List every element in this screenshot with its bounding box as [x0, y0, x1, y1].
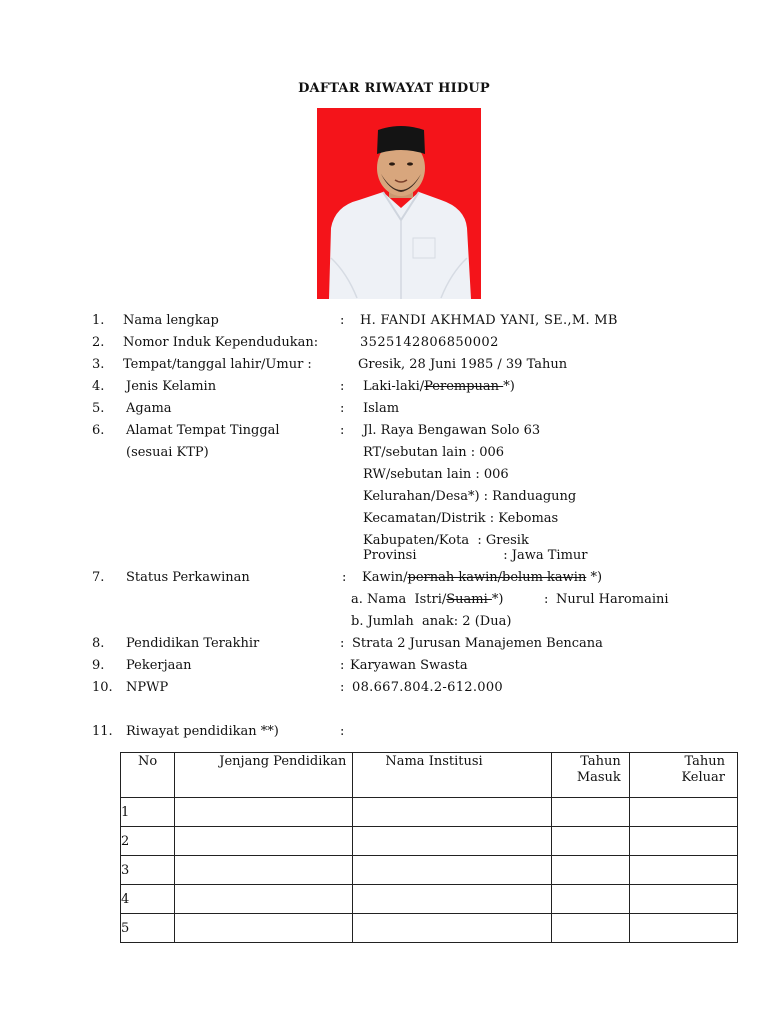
- field-colon-9: :: [340, 658, 345, 673]
- header-year-out: [629, 753, 737, 798]
- header-year-out-line2: Keluar: [681, 770, 725, 785]
- table-row: [121, 885, 738, 914]
- cell-year-in: [551, 827, 629, 856]
- table-row: [121, 798, 738, 827]
- field-label-npwp: NPWP: [126, 680, 169, 695]
- cell-year-out: [629, 856, 737, 885]
- header-year-in: [551, 753, 629, 798]
- row-number: 3: [121, 856, 175, 885]
- row-number: 2: [121, 827, 175, 856]
- header-year-out-line1: Tahun: [684, 754, 725, 769]
- field-num-5: 5.: [92, 401, 105, 416]
- field-colon-4: :: [340, 379, 345, 394]
- field-value-address-kecamatan: Kecamatan/Distrik : Kebomas: [363, 511, 559, 526]
- row-number: 5: [121, 914, 175, 943]
- table-header-row: [121, 753, 738, 798]
- cell-institution: [353, 885, 551, 914]
- header-no: No: [121, 753, 175, 798]
- field-value-gender: [363, 379, 515, 395]
- field-colon-7: :: [342, 570, 347, 585]
- field-value-full-name: H. FANDI AKHMAD YANI, SE.,M. MB: [360, 313, 618, 328]
- field-label-address-note: (sesuai KTP): [126, 445, 209, 460]
- table-row: [121, 827, 738, 856]
- field-label-education-history: Riwayat pendidikan **): [126, 724, 279, 739]
- spouse-name: Nurul Haromaini: [556, 592, 669, 607]
- spouse-colon: :: [544, 592, 549, 607]
- field-num-3: 3.: [92, 357, 105, 372]
- field-value-address-kabupaten: Kabupaten/Kota : Gresik: [363, 533, 529, 548]
- cell-institution: [353, 914, 551, 943]
- table-row: [121, 914, 738, 943]
- field-num-9: 9.: [92, 658, 105, 673]
- cell-level: [175, 856, 353, 885]
- gender-selected: Laki-laki/: [363, 379, 425, 394]
- marital-struck: pernah kawin/belum kawin: [407, 570, 587, 585]
- spouse-struck: Suami: [446, 592, 492, 607]
- field-num-11: 11.: [92, 724, 113, 739]
- header-institution: Nama Institusi: [353, 753, 551, 798]
- marital-selected: Kawin/: [362, 570, 408, 585]
- portrait-figure: [317, 108, 481, 299]
- field-value-children: b. Jumlah anak: 2 (Dua): [351, 614, 512, 629]
- field-label-nik: Nomor Induk Kependudukan:: [123, 335, 319, 350]
- field-num-1: 1.: [92, 313, 105, 328]
- cell-level: [175, 798, 353, 827]
- field-value-birth: Gresik, 28 Juni 1985 / 39 Tahun: [358, 357, 568, 372]
- cell-level: [175, 885, 353, 914]
- header-year-in-line2: Masuk: [576, 770, 621, 785]
- cell-institution: [353, 798, 551, 827]
- education-history-table: [120, 752, 738, 943]
- field-value-address-rt: RT/sebutan lain : 006: [363, 445, 505, 460]
- field-label-occupation: Pekerjaan: [126, 658, 192, 673]
- cell-level: [175, 914, 353, 943]
- cell-year-out: [629, 885, 737, 914]
- field-value-religion: Islam: [363, 401, 400, 416]
- cell-institution: [353, 856, 551, 885]
- field-value-address-rw: RW/sebutan lain : 006: [363, 467, 509, 482]
- field-value-address-street: Jl. Raya Bengawan Solo 63: [363, 423, 541, 438]
- cell-year-out: [629, 798, 737, 827]
- document-title: DAFTAR RIWAYAT HIDUP: [298, 81, 490, 96]
- field-colon-5: :: [340, 401, 345, 416]
- field-colon-11: :: [340, 724, 345, 739]
- field-value-address-provinsi: Provinsi : Jawa Timur: [363, 548, 588, 563]
- profile-photo: [317, 108, 481, 299]
- cell-level: [175, 827, 353, 856]
- cell-year-in: [551, 798, 629, 827]
- gender-note: *): [503, 379, 515, 394]
- field-label-education: Pendidikan Terakhir: [126, 636, 260, 651]
- cell-year-in: [551, 885, 629, 914]
- field-label-religion: Agama: [126, 401, 172, 416]
- cell-year-out: [629, 827, 737, 856]
- marital-note: *): [586, 570, 603, 585]
- cell-year-in: [551, 856, 629, 885]
- field-num-2: 2.: [92, 335, 105, 350]
- cell-institution: [353, 827, 551, 856]
- field-label-birth: Tempat/tanggal lahir/Umur :: [123, 357, 312, 372]
- field-num-7: 7.: [92, 570, 105, 585]
- field-value-address-kelurahan: Kelurahan/Desa*) : Randuagung: [363, 489, 577, 504]
- field-label-gender: Jenis Kelamin: [126, 379, 217, 394]
- field-value-marital: [362, 570, 602, 586]
- field-label-marital: Status Perkawinan: [126, 570, 250, 585]
- spouse-label: a. Nama Istri/: [351, 592, 447, 607]
- field-value-nik: 3525142806850002: [360, 335, 499, 350]
- header-year-in-line1: Tahun: [580, 754, 621, 769]
- field-num-8: 8.: [92, 636, 105, 651]
- field-colon-6: :: [340, 423, 345, 438]
- field-value-spouse: [351, 592, 504, 608]
- field-num-6: 6.: [92, 423, 105, 438]
- field-label-full-name: Nama lengkap: [123, 313, 219, 328]
- cell-year-in: [551, 914, 629, 943]
- field-label-address: Alamat Tempat Tinggal: [126, 423, 280, 438]
- table-row: [121, 856, 738, 885]
- field-value-occupation: Karyawan Swasta: [350, 658, 468, 673]
- field-colon-10: :: [340, 680, 345, 695]
- field-colon-8: :: [340, 636, 345, 651]
- header-level: Jenjang Pendidikan: [175, 753, 353, 798]
- row-number: 1: [121, 798, 175, 827]
- row-number: 4: [121, 885, 175, 914]
- field-value-education: Strata 2 Jurusan Manajemen Bencana: [352, 636, 603, 651]
- field-value-npwp: 08.667.804.2-612.000: [352, 680, 503, 695]
- field-num-10: 10.: [92, 680, 113, 695]
- cell-year-out: [629, 914, 737, 943]
- gender-struck: Perempuan: [424, 379, 504, 394]
- field-num-4: 4.: [92, 379, 105, 394]
- field-colon-1: :: [340, 313, 345, 328]
- spouse-note: *): [491, 592, 504, 607]
